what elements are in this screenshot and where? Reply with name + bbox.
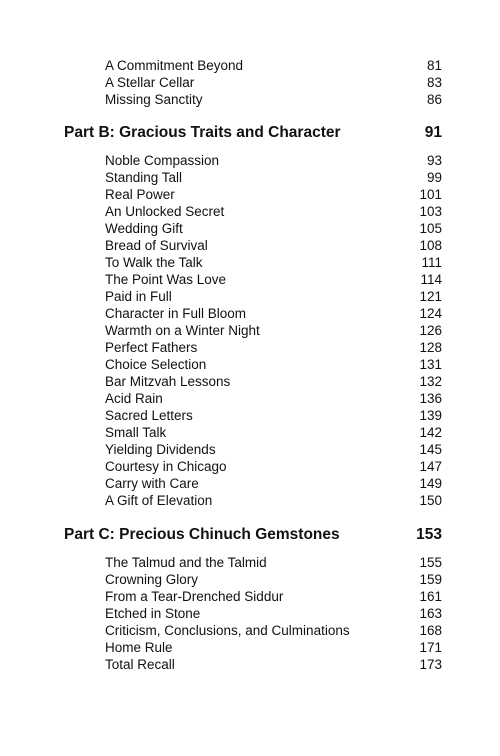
toc-entry bbox=[105, 492, 442, 509]
entry-page: 101 bbox=[419, 187, 442, 202]
entry-title: The Talmud and the Talmid bbox=[105, 555, 267, 570]
part-page: 153 bbox=[416, 526, 442, 543]
entry-page: 161 bbox=[419, 589, 442, 604]
entry-title: Real Power bbox=[105, 187, 175, 202]
entry-title: Criticism, Conclusions, and Culminations bbox=[105, 623, 350, 638]
entry-page: 149 bbox=[419, 476, 442, 491]
toc-entry bbox=[105, 220, 442, 237]
entry-page: 105 bbox=[419, 221, 442, 236]
part-title: Part C: Precious Chinuch Gemstones bbox=[64, 526, 340, 543]
toc-entry bbox=[105, 57, 442, 74]
toc-entry bbox=[105, 554, 442, 571]
part-title: Part B: Gracious Traits and Character bbox=[64, 124, 341, 141]
entry-page: 150 bbox=[419, 493, 442, 508]
toc-entry bbox=[105, 322, 442, 339]
entry-page: 114 bbox=[420, 272, 442, 287]
toc-entry bbox=[105, 152, 442, 169]
entry-title: Acid Rain bbox=[105, 391, 163, 406]
entry-title: To Walk the Talk bbox=[105, 255, 203, 270]
entry-title: The Point Was Love bbox=[105, 272, 227, 287]
entry-page: 126 bbox=[419, 323, 442, 338]
entry-title: From a Tear-Drenched Siddur bbox=[105, 589, 284, 604]
entry-title: An Unlocked Secret bbox=[105, 204, 225, 219]
entry-page: 145 bbox=[419, 442, 442, 457]
entry-title: Carry with Care bbox=[105, 476, 199, 491]
entry-page: 132 bbox=[419, 374, 442, 389]
entry-page: 108 bbox=[419, 238, 442, 253]
toc-entry bbox=[105, 254, 442, 271]
entry-page: 139 bbox=[419, 408, 442, 423]
toc-entry bbox=[105, 74, 442, 91]
entry-title: Bread of Survival bbox=[105, 238, 208, 253]
entry-page: 124 bbox=[419, 306, 442, 321]
toc-entry bbox=[105, 407, 442, 424]
toc-entry bbox=[105, 339, 442, 356]
entry-title: Paid in Full bbox=[105, 289, 172, 304]
entry-title: Wedding Gift bbox=[105, 221, 183, 236]
entry-page: 142 bbox=[419, 425, 442, 440]
toc-entry bbox=[105, 237, 442, 254]
entry-page: 159 bbox=[419, 572, 442, 587]
entry-page: 93 bbox=[426, 153, 442, 168]
entry-title: Standing Tall bbox=[105, 170, 183, 185]
toc-entry bbox=[105, 639, 442, 656]
part-c-heading bbox=[64, 524, 442, 546]
entry-page: 171 bbox=[419, 640, 442, 655]
entry-page: 173 bbox=[419, 657, 442, 672]
entry-title: Sacred Letters bbox=[105, 408, 193, 423]
entry-title: Crowning Glory bbox=[105, 572, 199, 587]
toc-entry bbox=[105, 441, 442, 458]
entry-page: 81 bbox=[426, 58, 442, 73]
entry-title: Total Recall bbox=[105, 657, 175, 672]
entry-title: Character in Full Bloom bbox=[105, 306, 247, 321]
toc-entry bbox=[105, 656, 442, 673]
entry-page: 86 bbox=[426, 92, 442, 107]
toc-entry bbox=[105, 424, 442, 441]
toc-entry bbox=[105, 305, 442, 322]
toc-entry bbox=[105, 571, 442, 588]
toc-entry bbox=[105, 475, 442, 492]
toc-entry bbox=[105, 373, 442, 390]
toc-entry bbox=[105, 588, 442, 605]
entry-title: Courtesy in Chicago bbox=[105, 459, 227, 474]
entry-title: Perfect Fathers bbox=[105, 340, 198, 355]
entry-page: 147 bbox=[419, 459, 442, 474]
entry-page: 163 bbox=[419, 606, 442, 621]
entry-page: 136 bbox=[419, 391, 442, 406]
entry-page: 168 bbox=[419, 623, 442, 638]
entry-page: 83 bbox=[426, 75, 442, 90]
entry-title: Small Talk bbox=[105, 425, 167, 440]
toc-entry bbox=[105, 169, 442, 186]
entry-title: A Commitment Beyond bbox=[105, 58, 244, 73]
toc-entry bbox=[105, 91, 442, 108]
entry-title: Home Rule bbox=[105, 640, 173, 655]
part-b-heading bbox=[64, 122, 442, 144]
part-page: 91 bbox=[424, 124, 442, 141]
entry-page: 103 bbox=[419, 204, 442, 219]
entry-page: 111 bbox=[421, 255, 442, 270]
entry-page: 128 bbox=[419, 340, 442, 355]
entry-page: 99 bbox=[426, 170, 442, 185]
entry-page: 131 bbox=[419, 357, 442, 372]
entry-title: Missing Sanctity bbox=[105, 92, 203, 107]
entry-title: A Gift of Elevation bbox=[105, 493, 213, 508]
entry-title: Yielding Dividends bbox=[105, 442, 216, 457]
toc-entry bbox=[105, 390, 442, 407]
entry-title: Bar Mitzvah Lessons bbox=[105, 374, 231, 389]
entry-page: 121 bbox=[419, 289, 442, 304]
toc-entry bbox=[105, 622, 442, 639]
toc-entry bbox=[105, 458, 442, 475]
entry-title: Noble Compassion bbox=[105, 153, 220, 168]
entry-title: A Stellar Cellar bbox=[105, 75, 195, 90]
entry-title: Warmth on a Winter Night bbox=[105, 323, 260, 338]
toc-entry bbox=[105, 186, 442, 203]
toc-entry bbox=[105, 356, 442, 373]
toc-entry bbox=[105, 271, 442, 288]
entry-title: Choice Selection bbox=[105, 357, 207, 372]
toc-entry bbox=[105, 288, 442, 305]
toc-entry bbox=[105, 203, 442, 220]
toc-entry bbox=[105, 605, 442, 622]
entry-title: Etched in Stone bbox=[105, 606, 201, 621]
entry-page: 155 bbox=[419, 555, 442, 570]
